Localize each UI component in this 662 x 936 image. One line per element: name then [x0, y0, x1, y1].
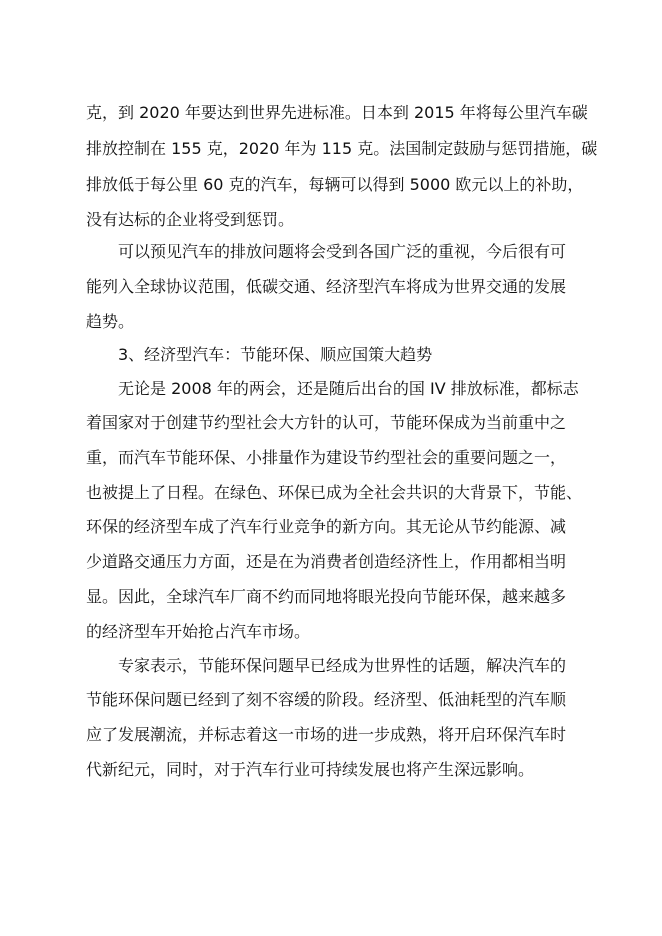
p2-line-1: 可以预见汽车的排放问题将会受到各国广泛的重视，今后很有可: [118, 242, 567, 261]
p3-line-4: 也被提上了日程。在绿色、环保已成为全社会共识的大背景下，节能、: [86, 483, 583, 502]
p4-line-1: 专家表示，节能环保问题早已经成为世界性的话题，解决汽车的: [118, 656, 567, 675]
p4-line-4: 代新纪元，同时，对于汽车行业可持续发展也将产生深远影响。: [86, 760, 535, 779]
p3-line-1: 无论是 2008 年的两会，还是随后出台的国 IV 排放标准，都标志: [118, 379, 579, 398]
p4-line-3: 应了发展潮流，并标志着这一市场的进一步成熟，将开启环保汽车时: [86, 725, 567, 744]
p3-line-7: 显。因此，全球汽车厂商不约而同地将眼光投向节能环保，越来越多: [86, 587, 567, 606]
p3-line-5: 环保的经济型车成了汽车行业竞争的新方向。其无论从节约能源、减: [86, 517, 567, 536]
p1-line-2: 排放控制在 155 克，2020 年为 115 克。法国制定鼓励与惩罚措施，碳: [86, 139, 598, 158]
p1-line-3: 排放低于每公里 60 克的汽车，每辆可以得到 5000 欧元以上的补助，: [86, 175, 584, 194]
p1-line-1: 克，到 2020 年要达到世界先进标准。日本到 2015 年将每公里汽车碳: [86, 103, 588, 122]
p2-line-2: 能列入全球协议范围，低碳交通、经济型汽车将成为世界交通的发展: [86, 277, 567, 296]
p3-line-8: 的经济型车开始抢占汽车市场。: [86, 622, 311, 641]
section-heading: 3、经济型汽车：节能环保、顺应国策大趋势: [118, 345, 433, 364]
p1-line-4: 没有达标的企业将受到惩罚。: [86, 210, 295, 229]
p3-line-2: 着国家对于创建节约型社会大方针的认可，节能环保成为当前重中之: [86, 413, 567, 432]
p3-line-6: 少道路交通压力方面，还是在为消费者创造经济性上，作用都相当明: [86, 552, 567, 571]
p4-line-2: 节能环保问题已经到了刻不容缓的阶段。经济型、低油耗型的汽车顺: [86, 690, 567, 709]
p3-line-3: 重，而汽车节能环保、小排量作为建设节约型社会的重要问题之一，: [86, 448, 567, 467]
p2-line-3: 趋势。: [86, 312, 135, 331]
